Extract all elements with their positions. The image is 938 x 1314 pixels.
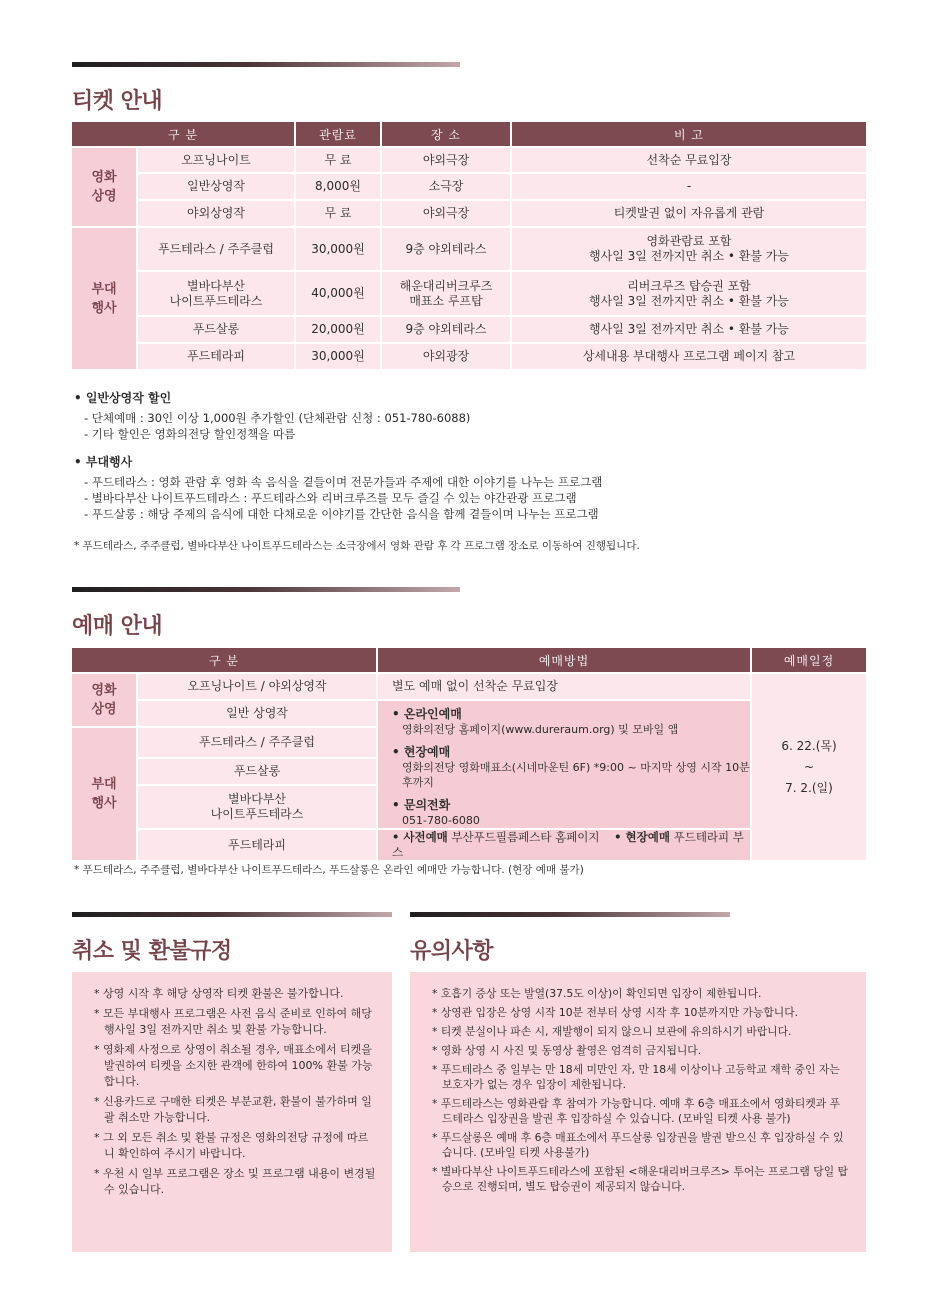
ticket-row-place: 9층 야외테라스 [380, 226, 510, 270]
ticket-header-note: 비 고 [510, 122, 866, 146]
refund-item: * 상영 시작 후 해당 상영작 티켓 환불은 불가합니다. [94, 987, 344, 1000]
caution-item: * 상영관 입장은 상영 시작 10분 전부터 상영 시작 후 10분까지만 가능합니다. [432, 1006, 799, 1019]
booking-title: 예매 안내 [72, 614, 163, 639]
booking-row-name: 일반 상영작 [136, 699, 376, 726]
booking-footnote: * 푸드테라스, 주주클럽, 별바다부산 나이트푸드테라스, 푸드살롱은 온라인 예매만 가능합니다. (현장 예매 불가) [74, 864, 584, 876]
caution-item: * 호흡기 증상 또는 발열(37.5도 이상)이 확인되면 입장이 제한됩니다. [432, 987, 762, 1000]
events-line: - 푸드테라스 : 영화 관람 후 영화 속 음식을 곁들이며 전문가들과 주제에 대한 이야기를 나누는 프로그램 [84, 475, 603, 489]
therapy-site-detail: 푸드테라피 부스 [392, 830, 744, 859]
ticket-header-place: 장 소 [380, 122, 510, 146]
events-line: - 푸드살롱 : 해당 주제의 음식에 대한 다채로운 이야기를 간단한 음식을 함께 곁들이며 나누는 프로그램 [84, 507, 599, 521]
ticket-category-film: 영화 상영 [72, 146, 136, 226]
refund-item: * 모든 부대행사 프로그램은 사전 음식 준비로 인하여 해당 행사일 3일 전까지만 취소 및 환불 가능합니다. [94, 1007, 372, 1036]
onsite-booking-heading: • 현장예매 [392, 745, 451, 759]
phone-inquiry-number: 051-780-6080 [402, 814, 480, 827]
ticket-row-name: 푸드테라스 / 주주클럽 [136, 226, 294, 270]
discount-line: - 단체예매 : 30인 이상 1,000원 추가할인 (단체관람 신청 : 051-780-6088) [84, 411, 471, 425]
ticket-row-note: 영화관람료 포함 행사일 3일 전까지만 취소 • 환불 가능 [510, 226, 866, 270]
ticket-row-note: - [510, 172, 866, 199]
ticket-row-price: 8,000원 [294, 172, 380, 199]
ticket-row-place: 야외극장 [380, 146, 510, 172]
booking-header-method: 예매방법 [376, 648, 750, 672]
ticket-category-events: 부대 행사 [72, 226, 136, 369]
caution-item: * 푸드테라스 중 일부는 만 18세 미만인 자, 만 18세 이상이나 고등학교 재학 중인 자는 보호자가 없는 경우 입장이 제한됩니다. [432, 1063, 840, 1091]
booking-date: 6. 22.(목) ~ 7. 2.(일) [750, 672, 866, 860]
booking-row-name: 별바다부산 나이트푸드테라스 [136, 784, 376, 828]
refund-box [72, 972, 392, 1252]
section-divider [72, 912, 392, 917]
section-divider [72, 587, 460, 592]
booking-table [72, 648, 866, 860]
therapy-pre-detail: 부산푸드필름페스타 홈페이지 [451, 830, 600, 844]
ticket-row-price: 40,000원 [294, 270, 380, 315]
ticket-row-price: 30,000원 [294, 342, 380, 369]
online-booking-detail: 영화의전당 홈페이지(www.dureraum.org) 및 모바일 앱 [402, 723, 679, 736]
caution-item: * 별바다부산 나이트푸드테라스에 포함된 <해운대리버크루즈> 투어는 프로그램 당일 탑승으로 진행되며, 별도 탑승권이 제공되지 않습니다. [432, 1165, 848, 1193]
ticket-row-name: 오프닝나이트 [136, 146, 294, 172]
ticket-row-place: 소극장 [380, 172, 510, 199]
ticket-row-place: 9층 야외테라스 [380, 315, 510, 342]
booking-row-name: 오프닝나이트 / 야외상영작 [136, 672, 376, 699]
caution-item: * 티켓 분실이나 파손 시, 재발행이 되지 않으니 보관에 유의하시기 바랍니다. [432, 1025, 792, 1038]
ticket-row-note: 선착순 무료입장 [510, 146, 866, 172]
booking-header-category: 구 분 [72, 648, 376, 672]
ticket-footnote: * 푸드테라스, 주주클럽, 별바다부산 나이트푸드테라스는 소극장에서 영화 관람 후 각 프로그램 장소로 이동하여 진행됩니다. [74, 540, 640, 552]
ticket-table [72, 122, 866, 369]
ticket-header-price: 관람료 [294, 122, 380, 146]
ticket-row-note: 상세내용 부대행사 프로그램 페이지 참고 [510, 342, 866, 369]
booking-category-film: 영화 상영 [72, 672, 136, 726]
therapy-site-heading: • 현장예매 [614, 830, 670, 844]
ticket-notes [74, 390, 874, 522]
ticket-row-name: 푸드테라피 [136, 342, 294, 369]
caution-item: * 푸드살롱은 예매 후 6층 매표소에서 푸드살롱 입장권을 발권 받으신 후 입장하실 수 있습니다. (모바일 티켓 사용불가) [432, 1131, 844, 1159]
ticket-row-price: 20,000원 [294, 315, 380, 342]
booking-header-date: 예매일정 [750, 648, 866, 672]
discount-heading: • 일반상영작 할인 [74, 391, 172, 405]
booking-category-events: 부대 행사 [72, 726, 136, 860]
onsite-booking-detail: 영화의전당 영화매표소(시네마운틴 6F) *9:00 ~ 마지막 상영 시작 10분 후까지 [402, 761, 750, 789]
ticket-row-name: 야외상영작 [136, 199, 294, 226]
caution-item: * 영화 상영 시 사진 및 동영상 촬영은 엄격히 금지됩니다. [432, 1044, 702, 1057]
ticket-row-name: 일반상영작 [136, 172, 294, 199]
events-heading: • 부대행사 [74, 455, 133, 469]
booking-method-therapy [376, 828, 750, 860]
booking-row-name: 푸드테라스 / 주주클럽 [136, 726, 376, 757]
booking-method-main [376, 699, 750, 828]
ticket-header-category: 구 분 [72, 122, 294, 146]
refund-title: 취소 및 환불규정 [72, 939, 232, 964]
ticket-row-place: 해운대리버크루즈 매표소 루프탑 [380, 270, 510, 315]
section-divider [410, 912, 730, 917]
ticket-row-place: 야외광장 [380, 342, 510, 369]
ticket-row-price: 무 료 [294, 146, 380, 172]
ticket-row-price: 무 료 [294, 199, 380, 226]
ticket-row-name: 별바다부산 나이트푸드테라스 [136, 270, 294, 315]
refund-item: * 우천 시 일부 프로그램은 장소 및 프로그램 내용이 변경될 수 있습니다. [94, 1167, 376, 1196]
ticket-row-note: 행사일 3일 전까지만 취소 • 환불 가능 [510, 315, 866, 342]
therapy-pre-heading: • 사전예매 [392, 830, 448, 844]
events-line: - 별바다부산 나이트푸드테라스 : 푸드테라스와 리버크루즈를 모두 즐길 수 있는 야간관광 프로그램 [84, 491, 577, 505]
ticket-title: 티켓 안내 [72, 89, 163, 114]
ticket-row-name: 푸드살롱 [136, 315, 294, 342]
ticket-row-note: 리버크루즈 탑승권 포함 행사일 3일 전까지만 취소 • 환불 가능 [510, 270, 866, 315]
ticket-row-place: 야외극장 [380, 199, 510, 226]
online-booking-heading: • 온라인예매 [392, 707, 462, 721]
caution-item: * 푸드테라스는 영화관람 후 참여가 가능합니다. 예매 후 6층 매표소에서 영화티켓과 푸드테라스 입장권을 발권 후 입장하실 수 있습니다. (모바일 티켓 사용 불가) [432, 1097, 841, 1125]
refund-item: * 신용카드로 구매한 티켓은 부분교환, 환불이 불가하며 일괄 취소만 가능합니다. [94, 1095, 372, 1124]
caution-title: 유의사항 [410, 939, 494, 964]
booking-row-name: 푸드테라피 [136, 828, 376, 860]
ticket-row-note: 티켓발권 없이 자유롭게 관람 [510, 199, 866, 226]
phone-inquiry-heading: • 문의전화 [392, 798, 451, 812]
caution-box [410, 972, 866, 1252]
booking-row-name: 푸드살롱 [136, 757, 376, 784]
section-divider [72, 62, 460, 67]
discount-line: - 기타 할인은 영화의전당 할인정책을 따름 [84, 427, 296, 441]
ticket-row-price: 30,000원 [294, 226, 380, 270]
booking-method-free: 별도 예매 없이 선착순 무료입장 [376, 672, 750, 699]
refund-item: * 영화제 사정으로 상영이 취소될 경우, 매표소에서 티켓을 발권하여 티켓을 소지한 관객에 한하여 100% 환불 가능합니다. [94, 1043, 373, 1088]
refund-item: * 그 외 모든 취소 및 환불 규정은 영화의전당 규정에 따르니 확인하여 주시기 바랍니다. [94, 1131, 369, 1160]
